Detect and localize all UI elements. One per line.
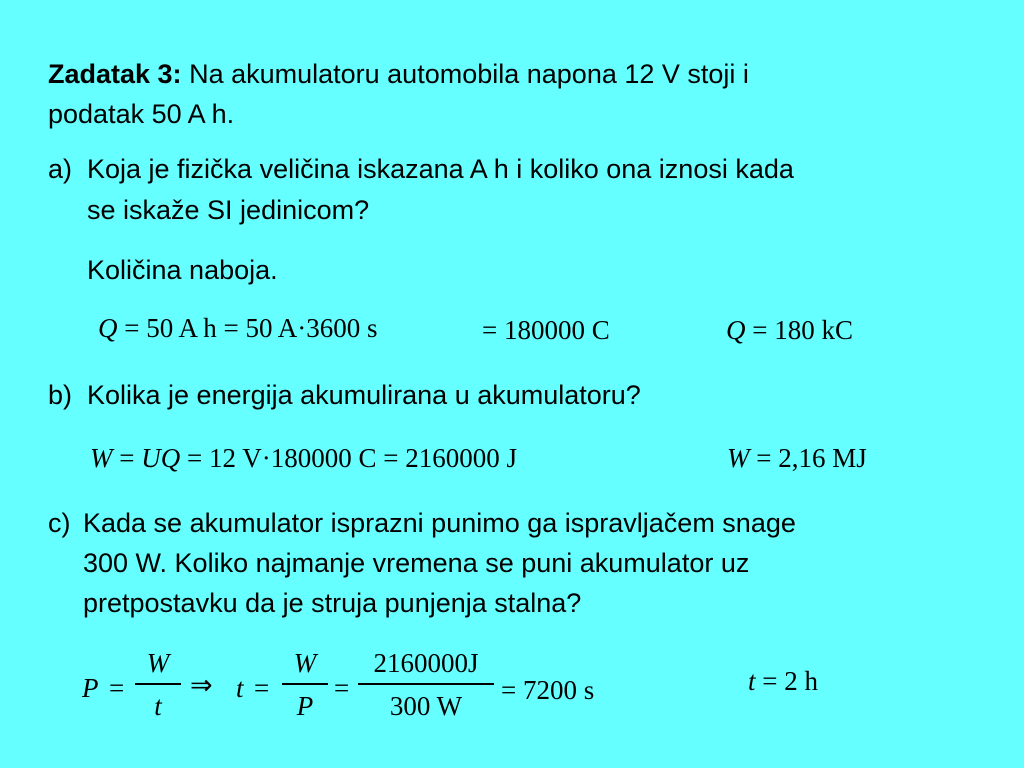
eq-expression: = 12 V·180000 C = 2160000 J — [180, 443, 517, 473]
part-c-question-line2: 300 W. Koliko najmanje vremena se puni akumulator uz — [83, 548, 750, 578]
part-a-question-line1: Koja je fizička veličina iskazana A h i koliko ona iznosi kada — [87, 154, 794, 184]
eq-expression: = 2 h — [755, 666, 818, 696]
denominator: P — [296, 690, 314, 721]
var-w: W — [727, 443, 750, 473]
part-a-equation-1-result: = 180000 C — [482, 315, 610, 345]
part-b-equation-2 — [727, 443, 867, 474]
var-w: W — [90, 443, 113, 473]
equals: = — [334, 673, 350, 703]
eq-expression: = 50 A h = 50 A·3600 s — [117, 313, 378, 343]
numerator: 2160000J — [373, 648, 479, 678]
task-title-line2: podatak 50 A h. — [48, 99, 235, 129]
equals: = — [254, 673, 270, 703]
numerator: W — [146, 648, 170, 678]
var-p: P — [82, 673, 99, 703]
fraction-w-over-t — [135, 648, 181, 721]
var-t: t — [236, 673, 244, 703]
part-a-equation-2 — [726, 315, 853, 346]
part-c-equation-2 — [748, 666, 818, 697]
part-b-question: Kolika je energija akumulirana u akumulatoru? — [87, 380, 641, 410]
fraction-bar — [135, 683, 181, 685]
task-statement: Na akumulatoru automobila napona 12 V stoji i — [181, 59, 749, 89]
part-c-question-line1: Kada se akumulator isprazni punimo ga ispravljačem snage — [83, 508, 796, 538]
result: = 7200 s — [501, 675, 595, 705]
fraction-w-over-p — [282, 648, 328, 721]
fraction-bar — [282, 683, 328, 685]
part-a-label: a) — [48, 154, 73, 184]
part-b-label: b) — [48, 380, 73, 410]
part-a-question-line2: se iskaže SI jedinicom? — [87, 195, 370, 225]
task-title-line1 — [48, 56, 749, 93]
fraction-energy-over-power — [358, 648, 494, 721]
eq-expression: = 2,16 MJ — [749, 443, 867, 473]
task-number: Zadatak 3: — [48, 59, 182, 89]
part-a-answer: Količina naboja. — [87, 255, 278, 285]
part-a-equation-1 — [98, 313, 377, 344]
part-c-question-line3: pretpostavku da je struja punjenja stalna? — [83, 588, 582, 618]
part-c-label: c) — [48, 508, 71, 538]
implies-arrow-icon: ⇒ — [190, 670, 213, 700]
var-q: Q — [726, 315, 746, 345]
var-uq: UQ — [141, 443, 181, 473]
equals: = — [112, 443, 142, 473]
numerator: W — [293, 648, 317, 678]
var-q: Q — [98, 313, 118, 343]
fraction-bar — [358, 683, 494, 685]
eq-expression: = 180 kC — [745, 315, 853, 345]
denominator: 300 W — [389, 690, 463, 721]
denominator: t — [154, 690, 162, 721]
part-b-equation-1 — [90, 443, 517, 474]
equals: = — [109, 673, 125, 703]
var-t: t — [748, 666, 756, 696]
